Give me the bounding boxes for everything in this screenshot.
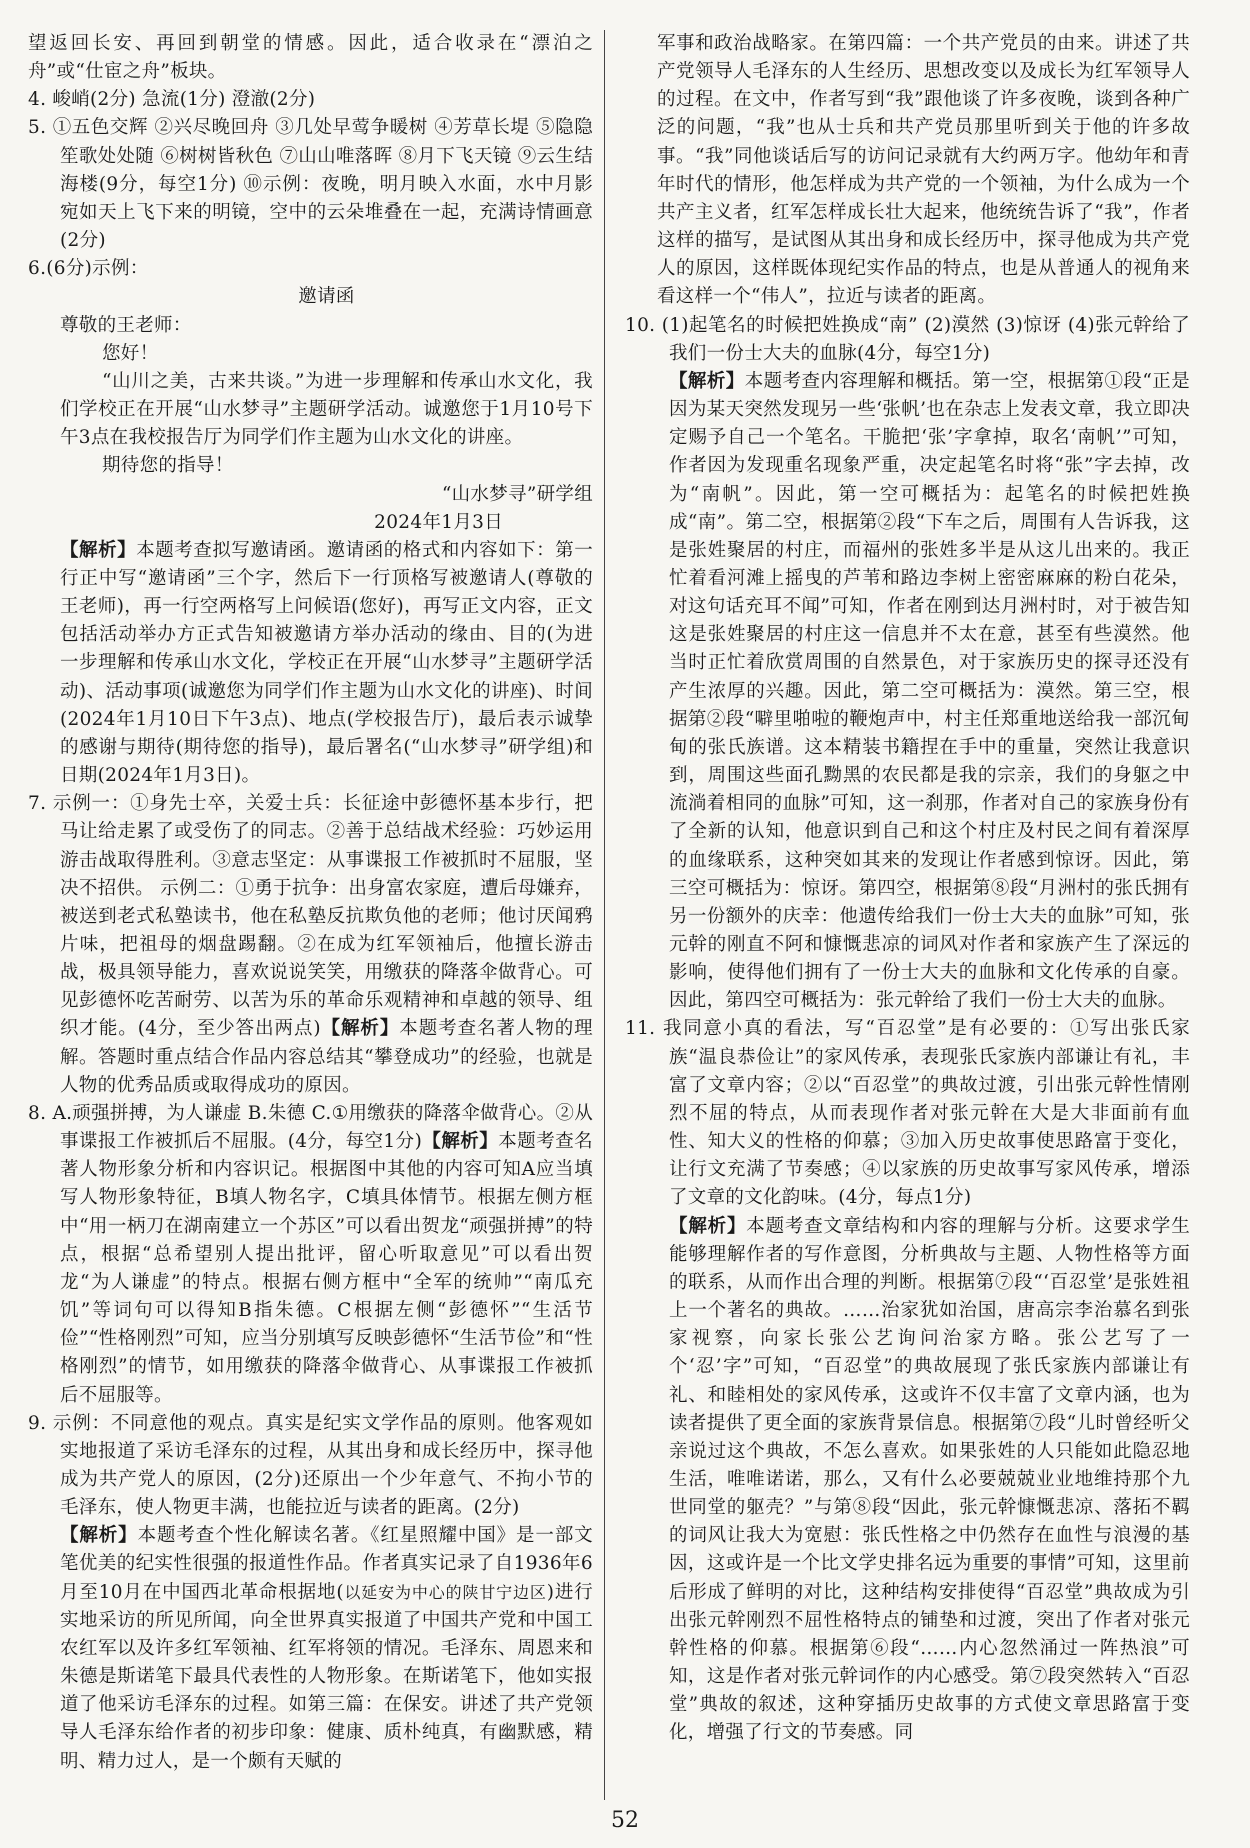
letter-signature: “山水梦寻”研学组 — [441, 483, 593, 505]
analysis-text: 本题考查名著人物形象分析和内容识记。根据图中其他的内容可知A应当填写人物形象特征，B填人物名字，C填具体情节。根据左侧方框中“用一柄刀在湖南建立一个苏区”可以看出贺龙“顽强拼搏”的特点，根据“总希望别人提出批评，留心听取意见”可以看出贺龙“为人谦虚”的特点。根据右侧方框中“全军的统帅”“南瓜充饥”等词句可以得知B指朱德。C根据左侧“彭德怀”“生活节俭”“性格刚烈”可知，应当分别填写反映彭德怀“生活节俭”和“性格刚烈”的情节，如用缴获的降落伞做背心、从事谍报工作被抓后不屈服等。 — [60, 1131, 593, 1406]
paragraph-continued: 望返回长安、再回到朝堂的情感。因此，适合收录在“漂泊之舟”或“仕宦之舟”板块。 — [28, 33, 593, 83]
answer-10: 10. (1)起笔名的时候把姓换成“南” (2)漠然 (3)惊讶 (4)张元幹给了我们一份士大夫的血脉(4分，每空1分) — [625, 314, 1190, 364]
analysis-10 — [625, 368, 1190, 1016]
letter-greeting: 您好！ — [102, 342, 159, 364]
analysis-text: )进行实地采访的所见所闻，向全世界真实报道了中国共产党和中国工农红军以及许多红军领袖、红军将领的情况。毛泽东、周恩来和朱德是斯诺笔下最具代表性的人物形象。在斯诺笔下，他如实报道了他采访毛泽东的过程。如第三篇：在保安。讲述了共产党领导人毛泽东给作者的初步印象：健康、质朴纯真，有幽默感，精明、精力过人，是一个颇有天赋的 — [60, 1581, 594, 1772]
letter-body: “山川之美，古来共谈。”为进一步理解和传承山水文化，我们学校正在开展“山水梦寻”主题研学活动。诚邀您于1月10号下午3点在我校报告厅为同学们作主题为山水文化的讲座。 — [60, 370, 593, 449]
letter-closing: 期待您的指导！ — [102, 455, 234, 477]
analysis-tag: 【解析】 — [320, 1018, 400, 1040]
analysis-6 — [28, 537, 593, 790]
analysis-tag: 【解析】 — [60, 1525, 138, 1547]
answer-8 — [28, 1100, 593, 1410]
answer-text: 7. 示例一：①身先士卒，关爱士兵：长征途中彭德怀基本步行，把马让给走累了或受伤了的同志。②善于总结战术经验：巧妙运用游击战取得胜利。③意志坚定：从事谍报工作被抓时不屈服，坚决不招供。 示例二：①勇于抗争：出身富农家庭，遭后母嫌弃，被送到老式私塾读书，他在私塾反抗欺负他的老师；他讨厌闻鸦片味，把祖母的烟盘踢翻。②在成为红军领袖后，他擅长游击战，极具领导能力，喜欢说说笑笑，用缴获的降落伞做背心。可见彭德怀吃苦耐劳、以苦为乐的革命乐观精神和卓越的领导、组织才能。(4分，至少答出两点) — [28, 793, 593, 1040]
column-divider — [604, 30, 605, 1800]
right-column — [625, 30, 1190, 1748]
invitation-letter — [28, 283, 593, 536]
analysis-9 — [28, 1522, 593, 1775]
analysis-text: 本题考查名著人物的理解。答题时重点结合作品内容总结其“攀登成功”的经验，也就是人物的优秀品质或取得成功的原因。 — [60, 1018, 593, 1096]
paragraph-continued: 军事和政治战略家。在第四篇：一个共产党员的由来。讲述了共产党领导人毛泽东的人生经历、思想改变以及成长为红军领导人的过程。在文中，作者写到“我”跟他谈了许多夜晚，谈到各种广泛的问题，“我”也从士兵和共产党员那里听到关于他的许多故事。“我”同他谈话后写的访问记录就有大约两万字。他幼年和青年时代的情形，他怎样成为共产党的一个领袖，为什么成为一个共产主义者，红军怎样成长壮大起来，他统统告诉了“我”，作者这样的描写，是试图从其出身和成长经历中，探寻他成为共产党人的原因，这样既体现纪实作品的特点，也是从普通人的视角来看这样一个“伟人”，拉近与读者的距离。 — [657, 33, 1190, 308]
analysis-text: 本题考查内容理解和概括。第一空，根据第①段“正是因为某天突然发现另一些‘张帆’也在杂志上发表文章，我立即决定赐予自己一个笔名。干脆把‘张’字拿掉，取名‘南帆’”可知，作者因为发现重名现象严重，决定起笔名时将“张”字去掉，改为“南帆”。因此，第一空可概括为：起笔名的时候把姓换成“南”。第二空，根据第②段“下车之后，周围有人告诉我，这是张姓聚居的村庄，而福州的张姓多半是从这儿出来的。我正忙着看河滩上摇曳的芦苇和路边李树上密密麻麻的粉白花朵，对这句话充耳不闻”可知，作者在刚到达月洲村时，对于被告知这是张姓聚居的村庄这一信息并不太在意，甚至有些漠然。他当时正忙着欣赏周围的自然景色，对于家族历史的探寻还没有产生浓厚的兴趣。因此，第二空可概括为：漠然。第三空，根据第②段“噼里啪啦的鞭炮声中，村主任郑重地送给我一部沉甸甸的张氏族谱。这本精装书籍捏在手中的重量，突然让我意识到，周围这些面孔黝黑的农民都是我的宗亲，我们的身躯之中流淌着相同的血脉”可知，这一刹那，作者对自己的家族身份有了全新的认知，他意识到自己和这个村庄及村民之间有着深厚的血缘联系，这种突如其来的发现让作者感到惊讶。因此，第三空可概括为：惊讶。第四空，根据第⑧段“月洲村的张氏拥有另一份额外的庆幸：他遗传给我们一份士大夫的血脉”可知，张元幹的刚直不阿和慷慨悲凉的词风对作者和家族产生了深远的影响，使得他们拥有了一份士大夫的血脉和文化传承的自豪。因此，第四空可概括为：张元幹给了我们一份士大夫的血脉。 — [669, 370, 1190, 1012]
answer-5: 5. ①五色交辉 ②兴尽晚回舟 ③几处早莺争暖树 ④芳草长堤 ⑤隐隐笙歌处处随 ⑥树树皆秋色 ⑦山山唯落晖 ⑧月下飞天镜 ⑨云生结海楼(9分，每空1分) ⑩示例：夜晚，明月映入水面，水中月影宛如天上飞下来的明镜，空中的云朵堆叠在一起，充满诗情画意(2分) — [28, 117, 593, 252]
analysis-text: 本题考查拟写邀请函。邀请函的格式和内容如下：第一行正中写“邀请函”三个字，然后下一行顶格写被邀请人(尊敬的王老师)，再一行空两格写上问候语(您好)，再写正文内容，正文包括活动举办方正式告知被邀请方举办活动的缘由、目的(为进一步理解和传承山水文化，学校正在开展“山水梦寻”主题研学活动)、活动事项(诚邀您为同学们作主题为山水文化的讲座)、时间(2024年1月10日下午3点)、地点(学校报告厅)，最后表示诚挚的感谢与期待(期待您的指导)，最后署名(“山水梦寻”研学组)和日期(2024年1月3日)。 — [60, 539, 594, 787]
analysis-tag: 【解析】 — [669, 1215, 747, 1237]
analysis-tag: 【解析】 — [669, 370, 745, 392]
analysis-text: 本题考查个性化解读名著。《红星照耀中国》是一部文笔优美的纪实性很强的报道性作品。作者真实记录了自1936年6月至10月在中国西北革命根据地( — [60, 1525, 594, 1603]
letter-date: 2024年1月3日 — [374, 511, 503, 533]
analysis-tag: 【解析】 — [60, 539, 137, 561]
page-number: 52 — [611, 1808, 639, 1833]
answer-11: 11. 我同意小真的看法，写“百忍堂”是有必要的：①写出张氏家族“温良恭俭让”的家风传承，表现张氏家族内部谦让有礼，丰富了文章内容；②以“百忍堂”的典故过渡，引出张元幹性情刚烈不屈的特点，从而表现作者对张元幹在大是大非面前有血性、知大义的性格的仰慕；③加入历史故事使思路富于变化，让行文充满了节奏感；④以家族的历史故事写家风传承，增添了文章的文化韵味。(4分，每点1分) — [625, 1018, 1190, 1209]
answer-text: 8. A.顽强拼搏，为人谦虚 B.朱德 C.①用缴获的降落伞做背心。②从事谍报工作被抓后不屈服。(4分，每空1分) — [28, 1102, 593, 1153]
answer-9: 9. 示例：不同意他的观点。真实是纪实文学作品的原则。他客观如实地报道了采访毛泽东的过程，从其出身和成长经历中，探寻他成为共产党人的原因，(2分)还原出一个少年意气、不拘小节的毛泽东，使人物更丰满，也能拉近与读者的距离。(2分) — [28, 1412, 593, 1519]
left-column — [28, 30, 593, 1776]
analysis-text: 本题考查文章结构和内容的理解与分析。这要求学生能够理解作者的写作意图，分析典故与主题、人物性格等方面的联系，从而作出合理的判断。根据第⑦段“‘百忍堂’是张姓祖上一个著名的典故。……治家犹如治国，唐高宗李治慕名到张家视察，向家长张公艺询问治家方略。张公艺写了一个‘忍’字”可知，“百忍堂”的典故展现了张氏家族内部谦让有礼、和睦相处的家风传承，这或许不仅丰富了文章内涵，也为读者提供了更全面的家族背景信息。根据第⑦段“儿时曾经听父亲说过这个典故，不怎么喜欢。如果张姓的人只能如此隐忍地生活，唯唯诺诺，那么，又有什么必要兢兢业业地维持那个九世同堂的躯壳？”与第⑧段“因此，张元幹慷慨悲凉、落拓不羁的词风让我大为宽慰：张氏性格之中仍然存在血性与浪漫的基因，这或许是一个比文学史排名远为重要的事情”可知，这里前后形成了鲜明的对比，这种结构安排使得“百忍堂”典故成为引出张元幹刚烈不屈性格特点的铺垫和过渡，突出了作者对张元幹性格的仰慕。根据第⑥段“……内心忽然涌过一阵热浪”可知，这是作者对张元幹词作的内心感受。第⑦段突然转入“百忍堂”典故的叙述，这种穿插历史故事的方式使文章思路富于变化，增强了行文的节奏感。同 — [669, 1215, 1190, 1744]
answer-6: 6.(6分)示例： — [28, 258, 149, 280]
letter-title: 邀请函 — [298, 286, 355, 308]
analysis-11 — [625, 1213, 1190, 1748]
analysis-tag: 【解析】 — [422, 1131, 499, 1153]
letter-salutation: 尊敬的王老师： — [60, 314, 192, 336]
answer-4: 4. 峻峭(2分) 急流(1分) 澄澈(2分) — [28, 89, 316, 111]
answer-7 — [28, 790, 593, 1100]
analysis-note: 以延安为中心的陕甘宁边区 — [343, 1582, 547, 1602]
